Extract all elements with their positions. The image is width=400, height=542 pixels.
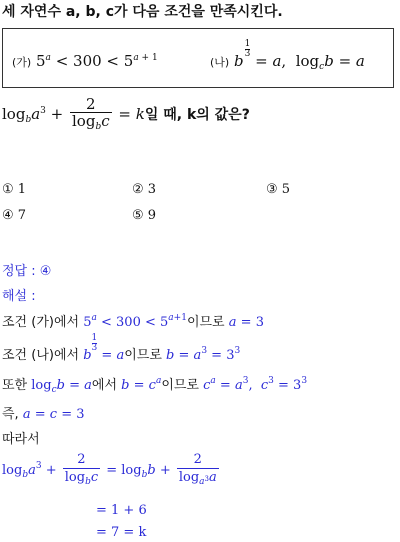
condition-na: $_{(나)}$ b $\frac{1}{3}$ = a, $\log_cb = a$: [210, 39, 365, 72]
explain-line-3: 또한 $\log_cb = a$에서 $b = c^a$이므로 $c^a = a^3$, $c^3 = 3^3$: [2, 376, 308, 395]
choice-3[interactable]: ③ 5: [266, 182, 291, 197]
answer-label: 정답 : ④: [2, 264, 52, 279]
explain-step-2: = 1 + 6: [96, 503, 147, 518]
problem-intro: 세 자연수 a, b, c가 다음 조건을 만족시킨다.: [2, 4, 283, 20]
explain-step-3: = 7 = k: [96, 525, 147, 540]
explain-label: 해설 :: [2, 289, 36, 304]
cond-ga-label: (가): [12, 56, 32, 69]
explain-line-4: 즉, a = c = 3: [2, 407, 85, 422]
choice-5[interactable]: ⑤ 9: [132, 208, 157, 223]
choice-4[interactable]: ④ 7: [2, 208, 27, 223]
explain-line-5: 따라서: [2, 432, 40, 447]
explain-line-1: 조건 (가)에서 $5^a < 300 < 5^{a+1}$이므로 a = 3: [2, 313, 264, 330]
cond-na-label: (나): [210, 56, 230, 69]
explain-line-2: 조건 (나)에서 b $\frac{1}{3}$ = a이므로 $b = a^3 = 3^3$: [2, 333, 241, 363]
question: $\log_ba^3$ + $\frac{2}{\log_bc}$ = k일 때, k의 값은?: [2, 95, 250, 132]
condition-ga: (가) $5^a < 300 < 5^{a + 1}$: [12, 52, 158, 70]
choice-2[interactable]: ② 3: [132, 182, 157, 197]
choice-1[interactable]: ① 1: [2, 182, 27, 197]
explain-derivation: $\log_ba^3$ + $\frac{2}{\log_bc}$ = $\log_bb$ + $\frac{2}{\log_{a^3}a}$: [2, 452, 217, 487]
